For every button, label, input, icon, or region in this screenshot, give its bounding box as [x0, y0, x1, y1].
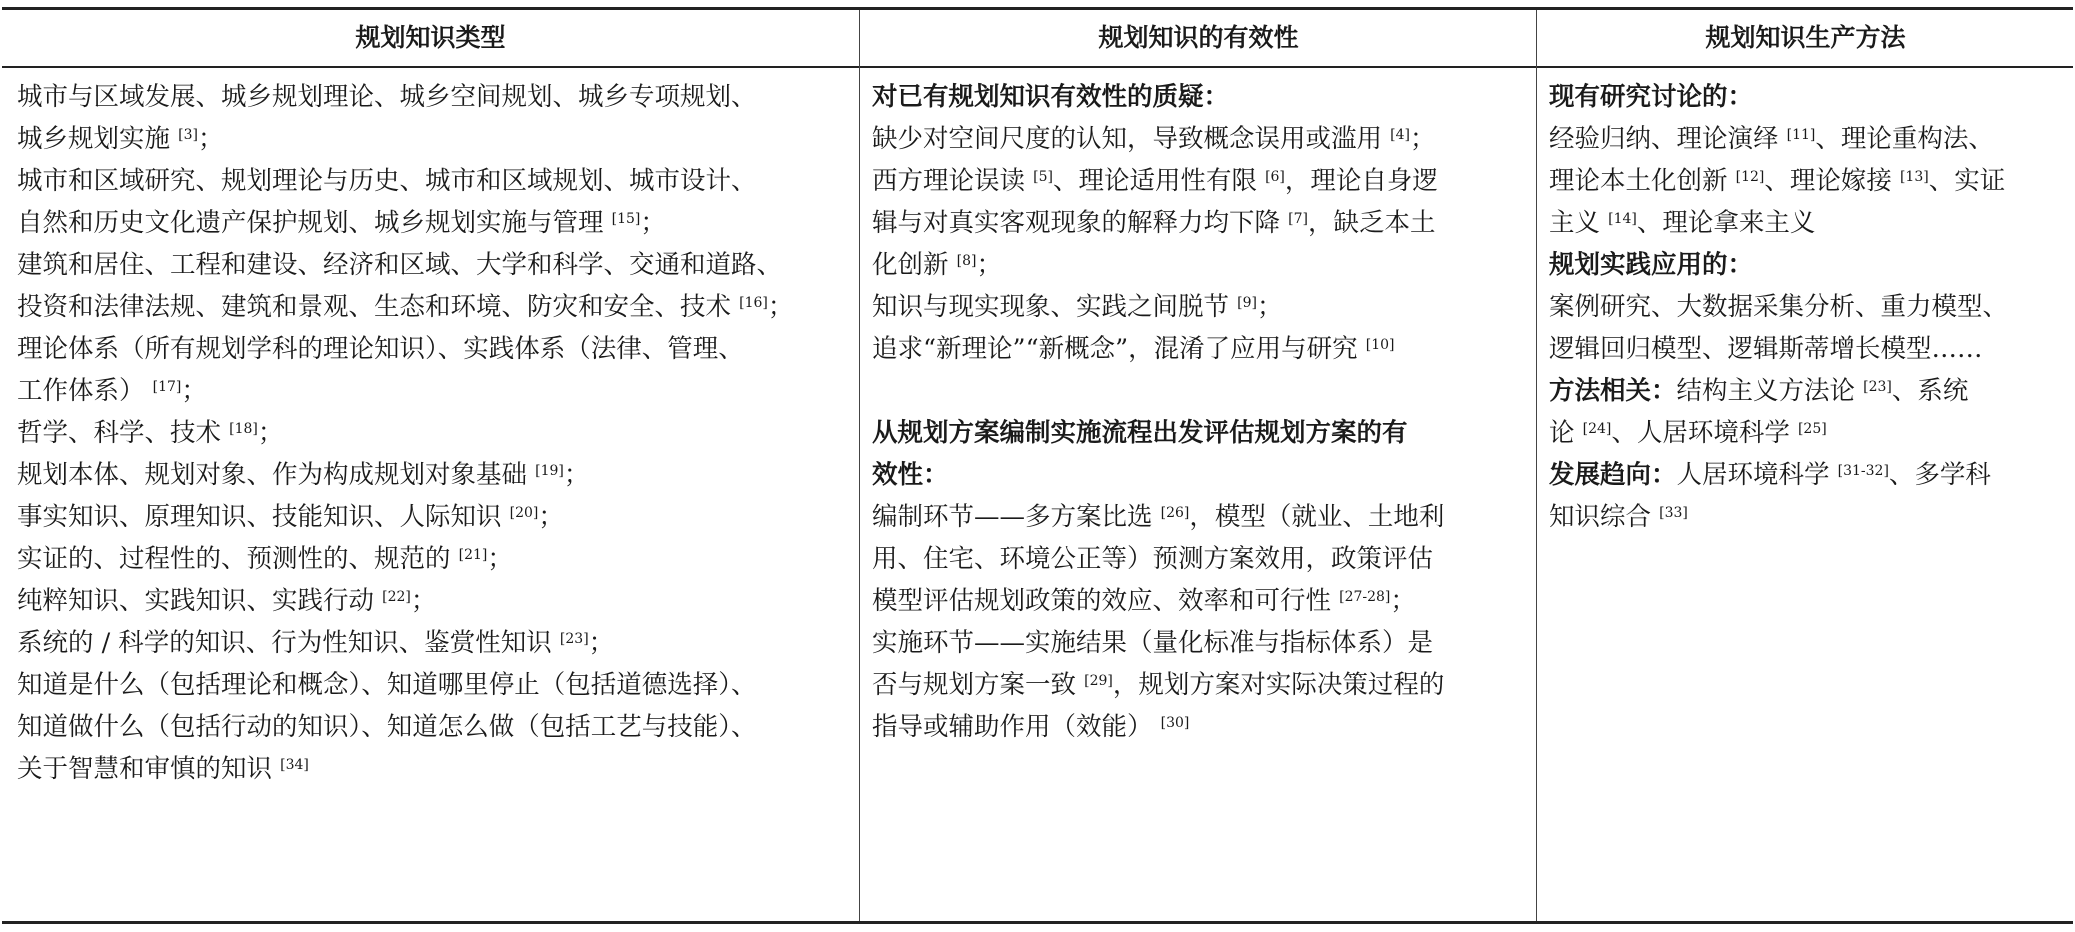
text-line [872, 202, 1532, 244]
text-run: ； [197, 124, 224, 154]
text-line [17, 496, 857, 538]
text-line [17, 538, 857, 580]
bold-heading: 发展趋向： [1549, 460, 1677, 490]
text-run: ，缺乏本土 [1307, 208, 1436, 238]
citation-ref: [8] [956, 253, 977, 269]
text-line [17, 202, 857, 244]
text-run: 城市与区域发展、城乡规划理论、城乡空间规划、城乡专项规划、 [17, 82, 757, 112]
text-line [17, 454, 857, 496]
text-line [1549, 286, 2069, 328]
citation-ref: [18] [229, 421, 258, 437]
text-line [872, 580, 1532, 622]
bold-heading: 现有研究讨论的： [1549, 82, 1754, 112]
text-run: 、理论嫁接 [1764, 166, 1900, 196]
bold-heading: 对已有规划知识有效性的质疑： [872, 82, 1230, 112]
text-line [17, 286, 857, 328]
text-run: 投资和法律法规、建筑和景观、生态和环境、防灾和安全、技术 [17, 292, 740, 322]
header-production-method: 规划知识生产方法 [1705, 23, 1906, 52]
text-run: 规划本体、规划对象、作为构成规划对象基础 [17, 460, 536, 490]
citation-ref: [26] [1160, 505, 1190, 521]
text-run: ； [1409, 124, 1436, 154]
text-run: 追求“新理论”“新概念”，混淆了应用与研究 [872, 334, 1366, 364]
knowledge-table [2, 7, 2073, 924]
column-knowledge-validity [872, 76, 1532, 748]
text-run: 知道是什么（包括理论和概念）、知道哪里停止（包括道德选择）、 [17, 670, 757, 700]
text-run: 实证的、过程性的、预测性的、规范的 [17, 544, 459, 574]
citation-ref: [19] [535, 463, 564, 479]
header-knowledge-validity: 规划知识的有效性 [1098, 23, 1299, 52]
citation-ref: [21] [458, 547, 488, 563]
citation-ref: [30] [1160, 715, 1190, 731]
text-line [1549, 496, 2069, 538]
text-line [17, 76, 857, 118]
text-line [17, 580, 857, 622]
text-line [17, 244, 857, 286]
text-line [872, 538, 1532, 580]
text-line [872, 328, 1532, 370]
citation-ref: [34] [280, 757, 309, 773]
text-run: ； [563, 460, 590, 490]
text-run: 城乡规划实施 [17, 124, 179, 154]
text-run: 系统的 / 科学的知识、行为性知识、鉴赏性知识 [17, 628, 560, 658]
text-run: 指导或辅助作用（效能） [872, 712, 1161, 742]
citation-ref: [33] [1659, 505, 1688, 521]
text-run: ； [181, 376, 207, 406]
text-run: ； [538, 502, 564, 532]
text-line [17, 706, 857, 748]
text-line [872, 244, 1532, 286]
text-run: 理论体系（所有规划学科的理论知识）、实践体系（法律、管理、 [17, 334, 744, 364]
text-line [17, 370, 857, 412]
citation-ref: [17] [152, 379, 182, 395]
header-knowledge-type: 规划知识类型 [355, 23, 506, 52]
text-line [1549, 328, 2069, 370]
text-line [872, 622, 1532, 664]
text-run: ； [767, 292, 794, 322]
text-run: 模型评估规划政策的效应、效率和可行性 [872, 586, 1340, 616]
citation-ref: [23] [559, 631, 589, 647]
citation-ref: [27-28] [1339, 589, 1391, 605]
citation-ref: [7] [1288, 211, 1308, 227]
text-run: 主义 [1549, 208, 1609, 238]
citation-ref: [15] [611, 211, 641, 227]
citation-ref: [12] [1735, 169, 1765, 185]
text-line [872, 706, 1532, 748]
citation-ref: [13] [1899, 169, 1929, 185]
column-divider [1536, 10, 1537, 921]
text-run: ； [487, 544, 513, 574]
text-run: 逻辑回归模型、逻辑斯蒂增长模型…… [1549, 334, 1983, 364]
text-run: 经验归纳、理论演绎 [1549, 124, 1787, 154]
text-run: 知道做什么（包括行动的知识）、知道怎么做（包括工艺与技能）、 [17, 712, 757, 742]
text-run: 建筑和居住、工程和建设、经济和区域、大学和科学、交通和道路、 [17, 250, 783, 280]
text-run: ； [976, 250, 1002, 280]
citation-ref: [3] [178, 127, 198, 143]
text-run: 知识综合 [1549, 502, 1660, 532]
text-line [17, 160, 857, 202]
text-line [872, 286, 1532, 328]
citation-ref: [29] [1084, 673, 1113, 689]
text-run: 结构主义方法论 [1676, 376, 1864, 406]
text-run: 知识与现实现象、实践之间脱节 [872, 292, 1238, 322]
text-run: 否与规划方案一致 [872, 670, 1085, 700]
text-line [1549, 76, 2069, 118]
text-run: 西方理论误读 [872, 166, 1034, 196]
bold-heading: 规划实践应用的： [1549, 250, 1754, 280]
text-line [1549, 244, 2069, 286]
text-line [17, 664, 857, 706]
text-run: 城市和区域研究、规划理论与历史、城市和区域规划、城市设计、 [17, 166, 757, 196]
text-line [872, 160, 1532, 202]
text-run: ； [257, 418, 284, 448]
text-line [17, 622, 857, 664]
text-run: ，理论自身逻 [1284, 166, 1438, 196]
text-line [872, 412, 1532, 454]
text-line [1549, 454, 2069, 496]
text-run: ； [640, 208, 666, 238]
text-line [17, 412, 857, 454]
column-divider [859, 10, 860, 921]
bold-heading: 效性： [872, 460, 949, 490]
text-line [872, 454, 1532, 496]
text-run: ，规划方案对实际决策过程的 [1112, 670, 1445, 700]
text-run: 工作体系） [17, 376, 153, 406]
text-line [872, 496, 1532, 538]
text-run: 事实知识、原理知识、技能知识、人际知识 [17, 502, 510, 532]
text-line [17, 748, 857, 790]
text-line [1549, 118, 2069, 160]
text-run: 纯粹知识、实践知识、实践行动 [17, 586, 383, 616]
text-run: 理论本土化创新 [1549, 166, 1736, 196]
text-run: 关于智慧和审慎的知识 [17, 754, 281, 784]
text-run: 用、住宅、环境公正等）预测方案效用，政策评估 [872, 544, 1434, 574]
text-run: 、实证 [1928, 166, 2006, 196]
citation-ref: [25] [1797, 421, 1827, 437]
text-line [1549, 370, 2069, 412]
text-run: 论 [1549, 418, 1583, 448]
text-run: 自然和历史文化遗产保护规划、城乡规划实施与管理 [17, 208, 612, 238]
column-production-method [1549, 76, 2069, 538]
text-run: 人居环境科学 [1676, 460, 1838, 490]
citation-ref: [11] [1786, 127, 1816, 143]
table-header-row [2, 10, 2073, 68]
text-run: ； [588, 628, 615, 658]
citation-ref: [5] [1033, 169, 1053, 185]
text-line [872, 76, 1532, 118]
text-line [872, 118, 1532, 160]
citation-ref: [10] [1365, 337, 1395, 353]
text-run: 、人居环境科学 [1611, 418, 1798, 448]
text-line [1549, 202, 2069, 244]
text-line [872, 370, 1532, 412]
citation-ref: [22] [382, 589, 411, 605]
citation-ref: [20] [509, 505, 539, 521]
text-run: 案例研究、大数据采集分析、重力模型、 [1549, 292, 2009, 322]
column-knowledge-type [17, 76, 857, 790]
bold-heading: 方法相关： [1549, 376, 1677, 406]
text-line [1549, 160, 2069, 202]
text-line [1549, 412, 2069, 454]
text-run: 、理论拿来主义 [1636, 208, 1816, 238]
citation-ref: [9] [1237, 295, 1257, 311]
citation-ref: [14] [1608, 211, 1637, 227]
text-run: 编制环节——多方案比选 [872, 502, 1161, 532]
text-run: ； [1256, 292, 1283, 322]
citation-ref: [4] [1390, 127, 1410, 143]
text-line [872, 664, 1532, 706]
text-run: 化创新 [872, 250, 957, 280]
text-run: ； [1390, 586, 1416, 616]
citation-ref: [24] [1582, 421, 1612, 437]
text-run: 、理论适用性有限 [1052, 166, 1266, 196]
citation-ref: [31-32] [1837, 463, 1889, 479]
text-run: 、多学科 [1888, 460, 1991, 490]
text-run: ； [410, 586, 437, 616]
text-run: 、理论重构法、 [1815, 124, 1994, 154]
text-line [17, 328, 857, 370]
text-run: 辑与对真实客观现象的解释力均下降 [872, 208, 1289, 238]
bold-heading: 从规划方案编制实施流程出发评估规划方案的有 [872, 418, 1408, 448]
text-run: 缺少对空间尺度的认知，导致概念误用或滥用 [872, 124, 1391, 154]
citation-ref: [23] [1863, 379, 1892, 395]
text-run: ，模型（就业、土地利 [1189, 502, 1445, 532]
text-run: 、系统 [1891, 376, 1969, 406]
citation-ref: [16] [739, 295, 768, 311]
text-line [17, 118, 857, 160]
citation-ref: [6] [1265, 169, 1285, 185]
text-run: 实施环节——实施结果（量化标准与指标体系）是 [872, 628, 1434, 658]
text-run: 哲学、科学、技术 [17, 418, 230, 448]
